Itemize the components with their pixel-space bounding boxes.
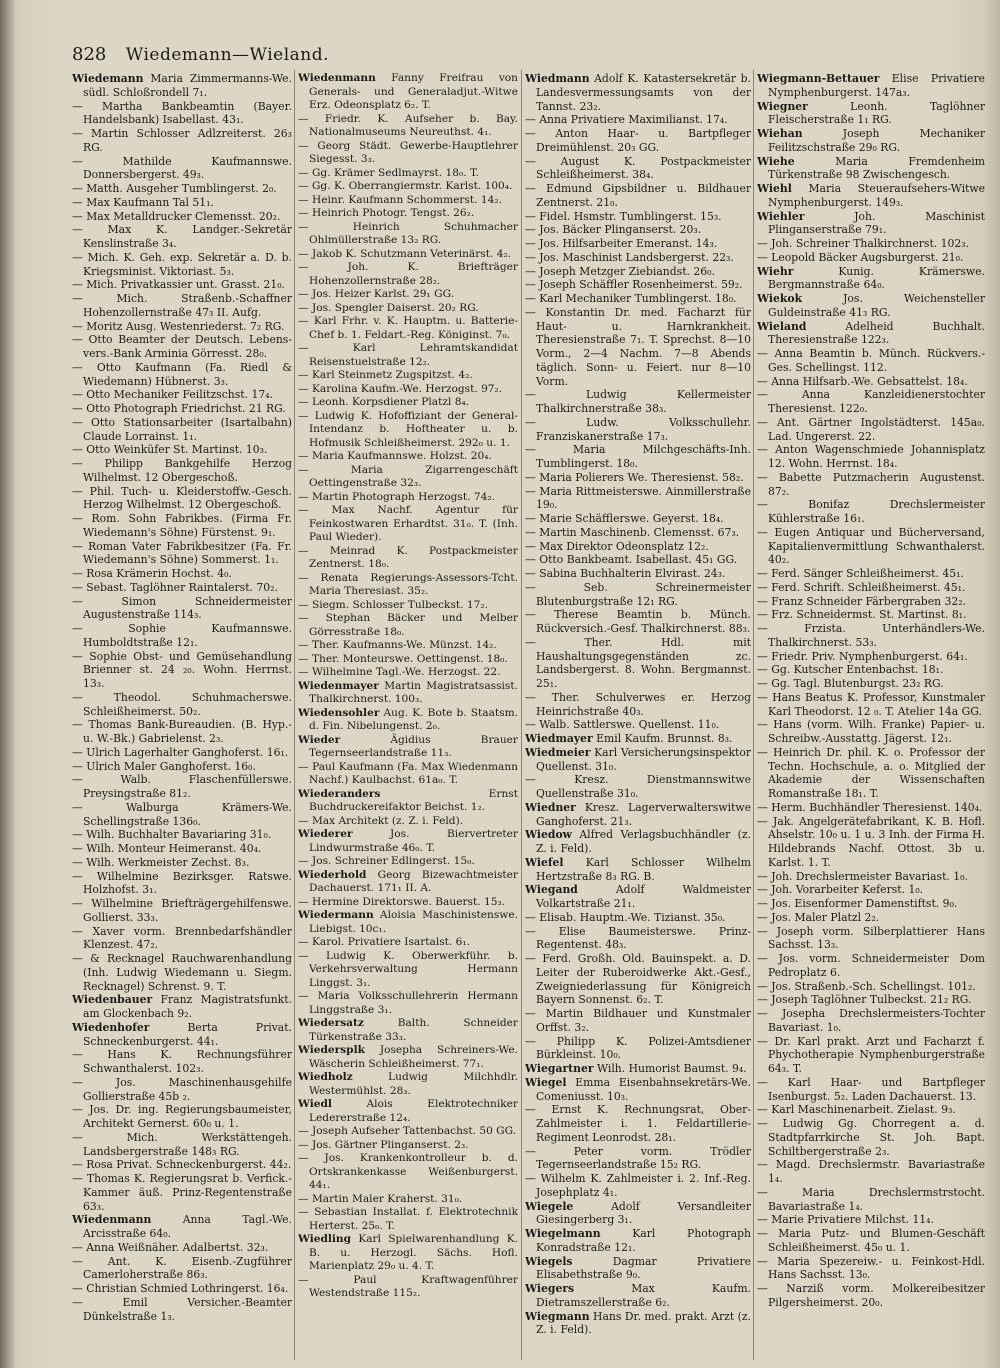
directory-entry: — Heinrich Dr. phil. K. o. Professor der Techn. Hochschule, a. o. Mitglied der Akademie der Wissenschaften Romanstraße 18₁. T. [757, 745, 985, 800]
directory-entry: Wiehr Kunig. Krämerswe. Bergmannstraße 64₀. [757, 264, 985, 292]
directory-entry: — Martin Photograph Herzogst. 74₂. [298, 490, 495, 503]
directory-entry: — Matth. Ausgeher Tumblingerst. 2₀. [72, 182, 277, 195]
directory-entry: — Jos. Maler Platzl 2₂. [757, 910, 880, 924]
directory-entry: — Rosa Krämerin Hochst. 4₀. [72, 567, 232, 580]
directory-entry: — Eugen Antiquar und Bücherversand, Kapitalienvermittlung Schwanthalerst. 40₂. [757, 525, 985, 567]
column-divider [753, 70, 754, 1360]
directory-entry: — Jos. Hilfsarbeiter Emeranst. 14₃. [525, 237, 718, 250]
binding-edge [0, 0, 16, 1368]
directory-entry: — Sophie Kaufmannswe. Humboldtstraße 12₁. [72, 622, 292, 649]
directory-entry: — Mich. Werkstättengeh. Landsbergerstraße 148₃ RG. [72, 1130, 292, 1158]
directory-entry: — Joseph Taglöhner Tulbeckst. 21₂ RG. [757, 993, 972, 1007]
directory-entry: — Elisab. Hauptm.-We. Tizianst. 35₀. [525, 910, 726, 924]
directory-entry: — Otto Stationsarbeiter (Isartalbahn) Claude Lorrainst. 1₁. [72, 415, 292, 443]
directory-entry: — Max Metalldrucker Clemensst. 20₂. [72, 209, 281, 223]
page-header [72, 44, 932, 68]
directory-entry: Wiedmeier Karl Versicherungsinspektor Quellenst. 31₀. [525, 745, 751, 773]
directory-entry: Wieder Ägidius Brauer Tegernseerlandstraße 11₃. [298, 733, 518, 759]
directory-entry: — Anna Privatiere Maximilianst. 17₄. [525, 113, 728, 127]
directory-entry: — Anton Wagenschmiede Johannisplatz 12. Wohn. Herrnst. 18₄. [757, 443, 985, 470]
directory-entry: — Narziß vorm. Molkereibesitzer Pilgersheimerst. 20₀. [757, 1282, 985, 1309]
directory-entry: — Max K. Landger.-Sekretär Kenslinstraße 3₄. [72, 223, 292, 250]
directory-entry: — Walb. Flaschenfüllerswe. Preysingstraße 81₂. [72, 773, 292, 800]
directory-entry: — Wilh. Werkmeister Zechst. 8₃. [72, 855, 250, 869]
directory-entry: — Christian Schmied Lothringerst. 16₄. [72, 1282, 289, 1295]
directory-entry: — Wilhelmine Tagl.-We. Herzogst. 22. [298, 666, 501, 678]
directory-entry: — Hans K. Rechnungsführer Schwanthalerst. 102₃. [72, 1048, 292, 1075]
directory-entry: — Roman Vater Fabrikbesitzer (Fa. Fr. Wiedemann's Söhne) Sommerst. 1₁. [72, 539, 292, 567]
directory-column-1 [72, 72, 292, 1362]
directory-entry: — Magd. Drechslermstr. Bavariastraße 1₄. [757, 1158, 985, 1185]
directory-entry: — Heinrich Photogr. Tengst. 26₂. [298, 207, 475, 219]
directory-entry: — Dr. Karl prakt. Arzt und Facharzt f. Phychotherapie Nymphenburgerstraße 64₃. T. [757, 1034, 985, 1075]
directory-entry: — Maria Milchgeschäfts-Inh. Tumblingerst. 18₀. [525, 443, 751, 470]
directory-entry: — Otto Mechaniker Feilitzschst. 17₄. [72, 388, 273, 402]
directory-entry: — Martin Bildhauer und Kunstmaler Orffst. 3₂. [525, 1007, 751, 1034]
directory-entry: Wiedersatz Balth. Schneider Türkenstraße 33₃. [298, 1017, 518, 1043]
directory-entry: — Paul Kraftwagenführer Westendstraße 115₂. [298, 1273, 518, 1299]
directory-entry: — Philipp Bankgehilfe Herzog Wilhelmst. 12 Obergeschoß. [72, 457, 292, 484]
directory-entry: Wiehler Joh. Maschinist Plinganserstraße 79₁. [757, 209, 985, 237]
directory-entry: — Thomas K. Regierungsrat b. Verfick.-Kammer äuß. Prinz-Regentenstraße 63₃. [72, 1172, 292, 1213]
directory-entry: — Jos. Schreiner Edlingerst. 15₀. [298, 855, 475, 867]
directory-entry: — Martin Maler Kraherst. 31₀. [298, 1192, 463, 1205]
directory-entry: — Gg. Krämer Sedlmayrst. 18₀. T. [298, 166, 479, 179]
directory-entry: — Siegm. Schlosser Tulbeckst. 17₂. [298, 598, 488, 611]
directory-entry: Wiehan Joseph Mechaniker Feilitzschstraße 29₀ RG. [757, 127, 985, 154]
directory-entry: Wiekok Jos. Weichensteller Guldeinstraße 41₃ RG. [757, 292, 985, 319]
directory-entry: Wiedmann Adolf K. Katastersekretär b. Landesvermessungsamts von der Tannst. 23₂. [525, 72, 751, 113]
directory-entry: — Walb. Sattlerswe. Quellenst. 11₀. [525, 718, 720, 732]
directory-entry: — Marie Schäfflerswe. Geyerst. 18₄. [525, 512, 724, 525]
directory-entry: — Wilh. Buchhalter Bavariaring 31₀. [72, 828, 272, 842]
directory-entry: — Ulrich Maler Ganghoferst. 16₀. [72, 759, 256, 773]
directory-entry: — Otto Photograph Friedrichst. 21 RG. [72, 402, 286, 415]
directory-entry: — Ther. Hdl. mit Haushaltungsgegenständen zc. Landsbergerst. 8. Wohn. Bergmannst. 25₁. [525, 635, 751, 690]
directory-entry: — Peter vorm. Trödler Tegernseerlandstraße 15₂ RG. [525, 1144, 751, 1172]
directory-entry: — Otto Weinküfer St. Martinst. 10₃. [72, 443, 268, 457]
directory-entry: — Sebast. Taglöhner Raintalerst. 70₂. [72, 580, 278, 594]
directory-entry: — Konstantin Dr. med. Facharzt für Haut- u. Harnkrankheit. Theresienstraße 7₁. T. Sprechst. 8—10 Vorm., 2—4 Nachm. 7—8 Abends täglich. Sonn- u. Feiert. nur 8—10 Vorm. [525, 305, 751, 388]
directory-entry: — Otto Beamter der Deutsch. Lebens-vers.-Bank Arminia Görresst. 28₀. [72, 333, 292, 360]
directory-entry: Wiedling Karl Spielwarenhandlung K. B. u. Herzogl. Sächs. Hofl. Marienplatz 29₀ u. 4. T. [298, 1233, 518, 1272]
directory-entry: Wiehe Maria Fremdenheim Türkenstraße 98 Zwischengesch. [757, 154, 985, 182]
directory-entry: — Sabina Buchhalterin Elvirast. 24₃. [525, 567, 726, 580]
directory-entry: Wiedenhofer Berta Privat. Schneckenburgerst. 44₁. [72, 1020, 292, 1048]
directory-entry: — Leopold Bäcker Augsburgerst. 21₀. [757, 250, 964, 264]
directory-entry: — Joseph vorm. Silberplattierer Hans Sachsst. 13₃. [757, 924, 985, 952]
directory-entry: Wiederanders Ernst Buchdruckereifaktor Beichst. 1₂. [298, 787, 518, 813]
directory-entry: — Walburga Krämers-We. Schellingstraße 136₀. [72, 800, 292, 828]
directory-entry: Wiedemann Maria Zimmermanns-We. südl. Schloßrondell 7₁. [72, 72, 292, 99]
column-divider [294, 70, 295, 1360]
directory-entry: — Herm. Buchhändler Theresienst. 140₄. [757, 800, 983, 814]
directory-entry: — Jakob K. Schutzmann Veterinärst. 4₂. [298, 247, 512, 260]
directory-entry: Wiegel Emma Eisenbahnsekretärs-We. Comeniusst. 10₃. [525, 1075, 751, 1103]
directory-entry: — Therese Beamtin b. Münch. Rückversich.-Gesf. Thalkirchnerst. 88₃. [525, 608, 751, 635]
directory-entry: — Martin Maschinenb. Clemensst. 67₃. [525, 525, 740, 539]
directory-entry: — Wilhelmine Bezirksger. Ratswe. Holzhofst. 3₁. [72, 869, 292, 897]
directory-entry: — Paul Kaufmann (Fa. Max Wiedenmann Nachf.) Kaulbachst. 61a₀. T. [298, 760, 518, 786]
directory-entry: — Emil Versicher.-Beamter Dünkelstraße 1₃. [72, 1295, 292, 1323]
directory-entry: — Ulrich Lagerhalter Ganghoferst. 16₁. [72, 745, 289, 759]
directory-entry: — Karl Lehramtskandidat Reisenstuelstraße 12₂. [298, 342, 518, 368]
directory-entry: — Gg. Tagl. Blutenburgst. 23₂ RG. [757, 677, 944, 690]
directory-entry: — Karl Steinmetz Zugspitzst. 4₂. [298, 369, 473, 381]
directory-entry: — Ludw. Volksschullehr. Franziskanerstraße 17₃. [525, 415, 751, 443]
directory-entry: — Friedr. Priv. Nymphenburgerst. 64₁. [757, 649, 968, 663]
directory-entry: — Jos. Eisenformer Damenstiftst. 9₀. [757, 897, 958, 910]
column-divider [521, 70, 522, 1360]
directory-entry: — Gg. K. Oberrangiermstr. Karlst. 100₄. [298, 180, 513, 192]
directory-entry: — Anton Haar- u. Bartpfleger Dreimühlenst. 20₃ GG. [525, 127, 751, 154]
directory-entry: — Jos. Dr. ing. Regierungsbaumeister, Architekt Gernerst. 60₀ u. 1. [72, 1103, 292, 1130]
directory-entry: — Sebastian Installat. f. Elektrotechnik Herterst. 25₀. T. [298, 1206, 518, 1232]
directory-entry: — Seb. Schreinermeister Blutenburgstraße 12₁ RG. [525, 580, 751, 608]
directory-entry: — Maria Spezereiw.- u. Feinkost-Hdl. Hans Sachsst. 13₀. [757, 1254, 985, 1282]
directory-entry: — Franz Schneider Färbergraben 32₂. [757, 594, 966, 608]
directory-entry: — Anna Weißnäher. Adalbertst. 32₃. [72, 1240, 269, 1254]
directory-entry: — Jos. Heizer Karlst. 29₁ GG. [298, 288, 455, 300]
directory-entry: Wiegand Adolf Waldmeister Volkartstraße 21₁. [525, 883, 751, 910]
directory-entry: — Maria Putz- und Blumen-Geschäft Schleißheimerst. 45₀ u. 1. [757, 1227, 985, 1254]
directory-entry: — Jos. Krankenkontrolleur b. d. Ortskrankenkasse Weißenburgerst. 44₁. [298, 1152, 518, 1191]
directory-entry: — Frz. Schneidermst. St. Martinst. 8₁. [757, 608, 967, 622]
directory-entry: — Phil. Tuch- u. Kleiderstoffw.-Gesch. Herzog Wilhelmst. 12 Obergeschoß. [72, 484, 292, 512]
directory-entry: Wiefel Karl Schlosser Wilhelm Hertzstraße 8₃ RG. B. [525, 855, 751, 883]
directory-entry: — Jos. vorm. Schneidermeister Dom Pedroplatz 6. [757, 952, 985, 979]
directory-entry: — Mich. Straßenb.-Schaffner Hohenzollernstraße 47₃ II. Aufg. [72, 292, 292, 319]
directory-entry: — Meinrad K. Postpackmeister Zentnerst. 18₀. [298, 544, 518, 570]
directory-entry: — Maria Drechslermstrstocht. Bavariastraße 1₄. [757, 1185, 985, 1213]
directory-entry: Wiedermann Aloisia Maschinistenswe. Liebigst. 10c₁. [298, 909, 518, 935]
directory-entry: — Ant. K. Eisenb.-Zugführer Camerloherstraße 86₃. [72, 1254, 292, 1282]
directory-entry: — August K. Postpackmeister Schleißheimerst. 38₄. [525, 154, 751, 182]
directory-entry: Wiegers Max Kaufm. Dietramszellerstraße 6₂. [525, 1282, 751, 1309]
directory-entry: — Friedr. K. Aufseher b. Bay. Nationalmuseums Neureuthst. 4₁. [298, 112, 518, 138]
directory-entry: — Bonifaz Drechslermeister Kühlerstraße 16₁. [757, 498, 985, 525]
directory-entry: — Marie Privatiere Milchst. 11₄. [757, 1213, 934, 1227]
directory-entry: — Joseph Schäffler Rosenheimerst. 59₂. [525, 278, 743, 292]
directory-entry: — Babette Putzmacherin Augustenst. 87₂. [757, 470, 985, 498]
directory-entry: Wiegner Leonh. Taglöhner Fleischerstraße 1₁ RG. [757, 99, 985, 127]
directory-entry: Wiedenmann Anna Tagl.-We. Arcisstraße 64₀. [72, 1213, 292, 1240]
directory-entry: Wiedersplk Josepha Schreiners-We. Wäscherin Schleißheimerst. 77₁. [298, 1044, 518, 1070]
directory-entry: — Rom. Sohn Fabrikbes. (Firma Fr. Wiedemann's Söhne) Fürstenst. 9₁. [72, 512, 292, 539]
directory-entry: Wiedenbauer Franz Magistratsfunkt. am Glockenbach 9₂. [72, 993, 292, 1020]
directory-entry: — Edmund Gipsbildner u. Bildhauer Zentnerst. 21₀. [525, 182, 751, 209]
directory-entry: — Gg. Kutscher Entenbachst. 18₁. [757, 663, 944, 677]
directory-entry: — Mich. Privatkassier unt. Grasst. 21₀. [72, 278, 285, 292]
directory-entry: — Heinr. Kaufmann Schommerst. 14₂. [298, 193, 503, 206]
directory-entry: Wiegartner Wilh. Humorist Baumst. 9₄. [525, 1062, 747, 1075]
page-caption: Wiedemann—Wieland. [125, 45, 330, 65]
directory-entry: — Wilhelmine Briefträgergehilfenswe. Gollierst. 33₃. [72, 897, 292, 924]
directory-entry: — Martha Bankbeamtin (Bayer. Handelsbank) Isabellast. 43₁. [72, 99, 292, 127]
directory-column-3 [525, 72, 751, 1362]
directory-entry: — Maria Rittmeisterswe. Ainmillerstraße 19₀. [525, 484, 751, 512]
directory-entry: Wiedenmann Fanny Freifrau von Generals- und Generaladjut.-Witwe Erz. Odeonsplatz 6₂. T. [298, 72, 518, 111]
directory-entry: Wiedenmayer Martin Magistratsassist. Thalkirchnerst. 100₃. [298, 679, 518, 705]
directory-entry: — Karl Haar- und Bartpfleger Isenburgst. 5₂. Laden Dachauerst. 13. [757, 1075, 985, 1103]
directory-entry: — Theodol. Schuhmacherswe. Schleißheimerst. 50₂. [72, 690, 292, 718]
directory-entry: — Otto Bankbeamt. Isabellast. 45₁ GG. [525, 553, 738, 567]
directory-entry: — Max Nachf. Agentur für Feinkostwaren Erhardtst. 31₀. T. (Inh. Paul Wieder). [298, 504, 518, 543]
directory-entry: — Kresz. Dienstmannswitwe Quellenstraße 31₀. [525, 773, 751, 800]
directory-entry: Wiegelmann Karl Photograph Konradstraße 12₁. [525, 1227, 751, 1254]
directory-entry: — Hermine Direktorswe. Bauerst. 15₃. [298, 895, 506, 908]
directory-entry: — Ludwig Gg. Chorregent a. d. Stadtpfarrkirche St. Joh. Bapt. Schiltbergerstraße 2₃. [757, 1117, 985, 1158]
directory-entry: — Ernst K. Rechnungsrat, Ober-Zahlmeister i. 1. Feldartillerie-Regiment Leonrodst. 28₁. [525, 1103, 751, 1144]
directory-entry: — Karol. Privatiere Isartalst. 6₁. [298, 936, 470, 948]
directory-entry: — Wilhelm K. Zahlmeister i. 2. Inf.-Reg. Josephplatz 4₁. [525, 1172, 751, 1199]
directory-entry: — Max Kaufmann Tal 51₁. [72, 195, 214, 209]
directory-entry: — Fidel. Hsmstr. Tumblingerst. 15₃. [525, 209, 722, 223]
directory-entry: Wiedl Alois Elektrotechniker Ledererstraße 12₄. [298, 1098, 518, 1124]
directory-entry: — Anna Beamtin b. Münch. Rückvers.-Ges. Schellingst. 112. [757, 347, 985, 374]
directory-entry: Wiedensohler Aug. K. Bote b. Staatsm. d. Fin. Nibelungenst. 2₀. [298, 706, 518, 732]
directory-entry: — Maria Polierers We. Theresienst. 58₂. [525, 470, 744, 484]
directory-entry: — Georg Städt. Gewerbe-Hauptlehrer Siegesst. 3₃. [298, 139, 518, 165]
directory-entry: — Sophie Obst- und Gemüsehandlung Brienner st. 24 ₂₀. Wohn. Herrnst. 13₃. [72, 649, 292, 690]
directory-entry: — Hans Beatus K. Professor, Kunstmaler Karl Theodorst. 12 ₀. T. Atelier 14a GG. [757, 690, 985, 718]
directory-entry: — Jos. Gärtner Plinganserst. 2₃. [298, 1138, 469, 1151]
directory-entry: — Karolina Kaufm.-We. Herzogst. 97₂. [298, 382, 503, 395]
directory-entry: — Joh. K. Briefträger Hohenzollernstraße 28₂. [298, 261, 518, 287]
directory-entry: — Mich. K. Geh. exp. Sekretär a. D. b. Kriegsminist. Viktoriast. 5₃. [72, 250, 292, 278]
directory-entry: Wiederhold Georg Bizewachtmeister Dachauerst. 171₁ II. A. [298, 868, 518, 894]
directory-entry: — Philipp K. Polizei-Amtsdiener Bürkleinst. 10₀. [525, 1034, 751, 1062]
directory-entry: — Ferd. Großh. Old. Bauinspekt. a. D. Leiter der Ruberoidwerke Akt.-Gesf., Zweigniederlassung für Königreich Bayern Sonnenst. 6₂. T. [525, 952, 751, 1007]
directory-entry: — Renata Regierungs-Assessors-Tcht. Maria Theresiast. 35₂. [298, 571, 518, 597]
directory-entry: — Moritz Ausg. Westenriederst. 7₂ RG. [72, 319, 285, 333]
directory-entry: — Xaver vorm. Brennbedarfshändler Klenzest. 47₂. [72, 924, 292, 952]
directory-column-2 [298, 72, 518, 1362]
page-number: 828 [72, 44, 107, 65]
directory-entry: — Karl Maschinenarbeit. Zielast. 9₃. [757, 1103, 956, 1117]
directory-entry: — Leonh. Korpsdiener Platzl 8₄. [298, 396, 470, 408]
directory-entry: — Otto Kaufmann (Fa. Riedl & Wiedemann) Hübnerst. 3₃. [72, 360, 292, 388]
directory-entry: — Joh. Schreiner Thalkirchnerst. 102₃. [757, 237, 970, 250]
directory-entry: — Ludwig K. Oberwerkführ. b. Verkehrsverwaltung Hermann Linggst. 3₁. [298, 949, 518, 989]
directory-entry: — Mathilde Kaufmannswe. Donnersbergerst. 49₃. [72, 154, 292, 182]
directory-entry: — Jos. Spengler Daiserst. 20₂ RG. [298, 301, 479, 314]
directory-entry: Wiegmann-Bettauer Elise Privatiere Nymphenburgerst. 147a₃. [757, 72, 985, 99]
directory-entry: — Ther. Monteurswe. Oettingenst. 18₀. [298, 652, 508, 665]
directory-entry: Wiegmann Hans Dr. med. prakt. Arzt (z. Z. i. Feld). [525, 1309, 751, 1337]
directory-entry: Wiedholz Ludwig Milchhdlr. Westermühlst. 28₃. [298, 1071, 518, 1097]
directory-entry: — Joh. Vorarbeiter Keferst. 1₀. [757, 883, 924, 897]
directory-entry: — Ferd. Sänger Schleißheimerst. 45₁. [757, 567, 964, 580]
directory-entry: — Elise Baumeisterswe. Prinz-Regentenst. 48₃. [525, 924, 751, 952]
directory-entry: — Jos. Bäcker Plinganserst. 20₃. [525, 223, 702, 237]
directory-entry: — Max Architekt (z. Z. i. Feld). [298, 814, 464, 827]
directory-entry: Wiedmayer Emil Kaufm. Brunnst. 8₃. [525, 732, 733, 745]
directory-entry: — Maria Kaufmannswe. Holzst. 20₄. [298, 450, 492, 462]
directory-entry: — Jos. Maschinist Landsbergerst. 22₃. [525, 250, 734, 264]
directory-entry: — Josepha Drechslermeisters-Tochter Bavariast. 1₀. [757, 1007, 985, 1034]
directory-entry: — Joseph Aufseher Tattenbachst. 50 GG. [298, 1125, 517, 1137]
directory-entry: — Jos. Maschinenhausgehilfe Gollierstraße 45b ₂. [72, 1075, 292, 1103]
directory-entry: — Hans (vorm. Wilh. Franke) Papier- u. Schreibw.-Ausstattg. Jägerst. 12₁. [757, 718, 985, 745]
directory-entry: Wiegele Adolf Versandleiter Giesingerberg 3₁. [525, 1199, 751, 1227]
directory-entry: — Heinrich Schuhmacher Ohlmüllerstraße 13₂ RG. [298, 220, 518, 246]
directory-entry: — Ther. Schulverwes er. Herzog Heinrichstraße 40₃. [525, 690, 751, 718]
directory-entry: — Max Direktor Odeonsplatz 12₂. [525, 539, 709, 553]
directory-entry: Wiedner Kresz. Lagerverwalterswitwe Ganghoferst. 21₃. [525, 800, 751, 828]
directory-entry: Wiedow Alfred Verlagsbuchhändler (z. Z. i. Feld). [525, 828, 751, 855]
directory-entry: — Maria Volksschullehrerin Hermann Linggstraße 3₁. [298, 990, 518, 1016]
directory-entry: — Karl Frhr. v. K. Hauptm. u. Batterie-Chef b. 1. Feldart.-Reg. Königinst. 7₀. [298, 315, 518, 341]
directory-entry: Wiederer Jos. Biervertreter Lindwurmstraße 46₀. T. [298, 828, 518, 854]
directory-entry: — Ferd. Schrift. Schleißheimerst. 45₁. [757, 580, 966, 594]
directory-entry: — Rosa Privat. Schneckenburgerst. 44₂. [72, 1158, 292, 1172]
directory-entry: — Martin Schlosser Adlzreiterst. 26₃ RG. [72, 127, 292, 154]
directory-entry: — Ther. Kaufmanns-We. Münzst. 14₂. [298, 639, 497, 651]
directory-entry: — Thomas Bank-Bureaudien. (B. Hyp.- u. W.-Bk.) Gabrielenst. 2₃. [72, 718, 292, 745]
directory-column-4 [757, 72, 985, 1362]
directory-entry: — Wilh. Monteur Heimeranst. 40₄. [72, 842, 262, 855]
directory-entry: — Stephan Bäcker und Melber Görresstraße 18₀. [298, 612, 518, 638]
directory-entry: — Anna Hilfsarb.-We. Gebsattelst. 18₄. [757, 374, 968, 388]
directory-entry: — & Recknagel Rauchwarenhandlung (Inh. Ludwig Wiedemann u. Siegm. Recknagel) Schrenst. 9. T. [72, 952, 292, 993]
directory-entry: Wieland Adelheid Buchhalt. Theresienstraße 122₃. [757, 319, 985, 347]
directory-entry: — Ludwig Kellermeister Thalkirchnerstraße 38₃. [525, 388, 751, 415]
directory-entry: — Joh. Drechslermeister Bavariast. 1₀. [757, 869, 968, 883]
directory-entry: — Ant. Gärtner Ingolstädterst. 145a₀. Lad. Ungererst. 22. [757, 415, 985, 443]
directory-entry: — Jos. Straßenb.-Sch. Schellingst. 101₂. [757, 979, 976, 993]
directory-entry: — Anna Kanzleidienerstochter Theresienst. 122₀. [757, 388, 985, 415]
directory-entry: — Jak. Angelgerätefabrikant, K. B. Hofl. Ahselstr. 10₀ u. 1 u. 3 Inh. der Firma H. Hildebrands Nachf. Ottost. 3b u. Karlst. 1. T. [757, 814, 985, 869]
directory-entry: — Karl Mechaniker Tumblingerst. 18₀. [525, 292, 737, 305]
directory-entry: — Maria Zigarrengeschäft Oettingenstraße 32₃. [298, 463, 518, 489]
directory-entry: — Joseph Metzger Ziebiandst. 26₀. [525, 264, 715, 278]
directory-entry: — Simon Schneidermeister Augustenstraße 114₃. [72, 594, 292, 622]
directory-entry: Wiehl Maria Steueraufsehers-Witwe Nymphenburgerst. 149₃. [757, 182, 985, 209]
directory-entry: — Frzista. Unterhändlers-We. Thalkirchnerst. 53₃. [757, 622, 985, 649]
directory-entry: — Ludwig K. Hofoffiziant der General-Intendanz b. Hoftheater u. b. Hofmusik Schleißheimerst. 292₀ u. 1. [298, 409, 518, 449]
directory-entry: Wiegels Dagmar Privatiere Elisabethstraße 9₀. [525, 1254, 751, 1282]
